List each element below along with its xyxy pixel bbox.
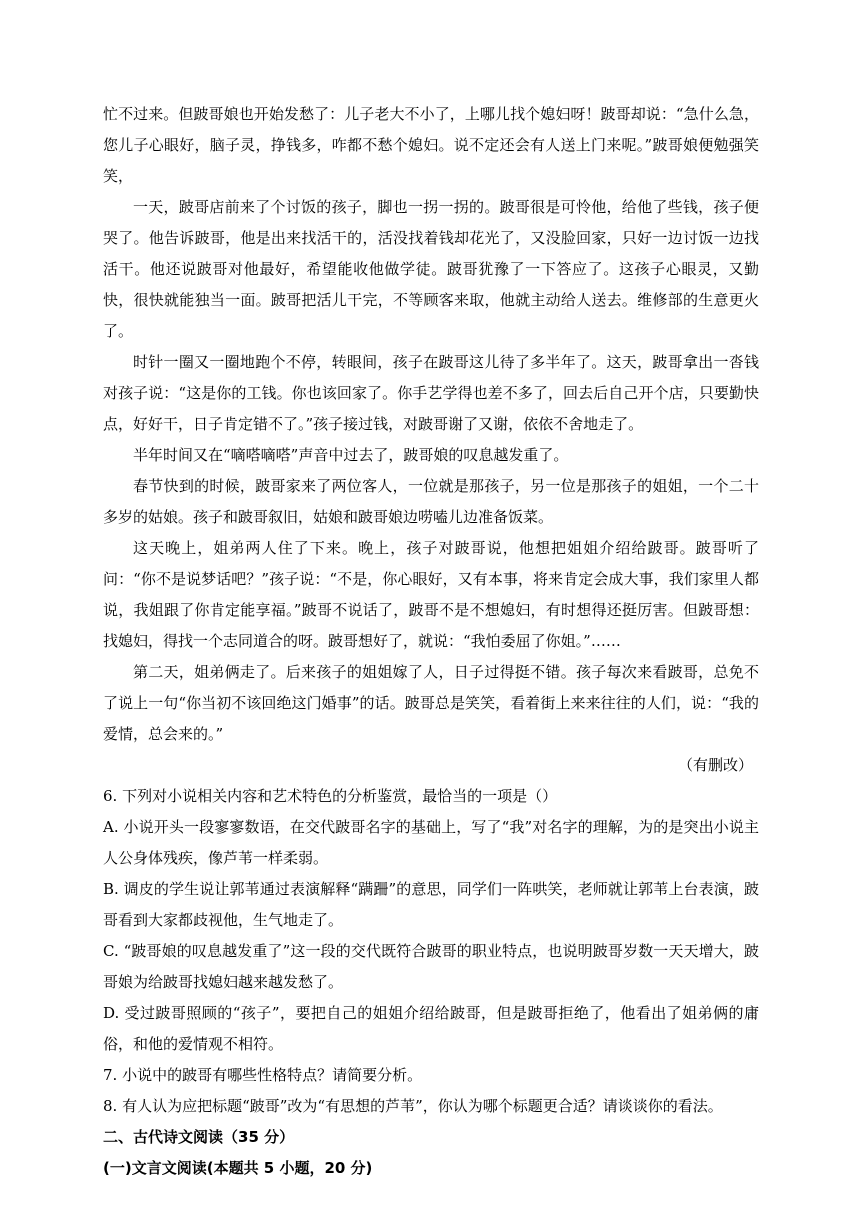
story-paragraph-5: 春节快到的时候，跛哥家来了两位客人，一位就是那孩子，另一位是那孩子的姐姐，一个二十多岁的姑娘。孩子和跛哥叙旧，姑娘和跛哥娘边唠嗑儿边准备饭菜。 bbox=[103, 477, 759, 526]
story-paragraph-6: 这天晚上，姐弟两人住了下来。晚上，孩子对跛哥说，他想把姐姐介绍给跛哥。跛哥听了问：“你不是说梦话吧？”孩子说：“不是，你心眼好，又有本事，将来肯定会成大事，我们家里人都说，我姐跟了你肯定能享福。”跛哥不说话了，跛哥不是不想媳妇，有时想得还挺厉害。但跛哥想：找媳妇，得找一个志同道合的呀。跛哥想好了，就说：“我怕委屈了你姐。”…… bbox=[103, 539, 759, 650]
story-paragraph-3: 时针一圈又一圈地跑个不停，转眼间，孩子在跛哥这儿待了多半年了。这天，跛哥拿出一沓钱对孩子说：“这是你的工钱。你也该回家了。你手艺学得也差不多了，回去后自己开个店，只要勤快点，好好干，日子肯定错不了。”孩子接过钱，对跛哥谢了又谢，依依不舍地走了。 bbox=[103, 353, 759, 433]
question-6-option-c: C. “跛哥娘的叹息越发重了”这一段的交代既符合跛哥的职业特点，也说明跛哥岁数一天天增大，跛哥娘为给跛哥找媳妇越来越发愁了。 bbox=[103, 942, 759, 991]
story-paragraph-4: 半年时间又在“嘀嗒嘀嗒”声音中过去了，跛哥娘的叹息越发重了。 bbox=[133, 446, 569, 464]
story-paragraph-2: 一天，跛哥店前来了个讨饭的孩子，脚也一拐一拐的。跛哥很是可怜他，给他了些钱，孩子便哭了。他告诉跛哥，他是出来找活干的，活没找着钱却花光了，又没脸回家，只好一边讨饭一边找活干。他还说跛哥对他最好，希望能收他做学徒。跛哥犹豫了一下答应了。这孩子心眼灵，又勤快，很快就能独当一面。跛哥把活儿干完，不等顾客来取，他就主动给人送去。维修部的生意更火了。 bbox=[103, 198, 759, 340]
question-7: 7. 小说中的跛哥有哪些性格特点？请简要分析。 bbox=[103, 1066, 423, 1084]
question-6-option-d: D. 受过跛哥照顾的“孩子”，要把自己的姐姐介绍给跛哥，但是跛哥拒绝了，他看出了姐弟俩的庸俗，和他的爱情观不相符。 bbox=[103, 1004, 759, 1053]
question-8: 8. 有人认为应把标题“跛哥”改为“有思想的芦苇”，你认为哪个标题更合适？请谈谈你的看法。 bbox=[103, 1097, 723, 1115]
document-page bbox=[103, 99, 759, 1184]
story-paragraph-7: 第二天，姐弟俩走了。后来孩子的姐姐嫁了人，日子过得挺不错。孩子每次来看跛哥，总免不了说上一句“你当初不该回绝这门婚事”的话。跛哥总是笑笑，看着街上来来往往的人们，说：“我的爱情，总会来的。” bbox=[103, 663, 759, 743]
source-note: （有删改） bbox=[677, 756, 753, 774]
subsection-1-heading: (一)文言文阅读(本题共 5 小题，20 分) bbox=[103, 1159, 373, 1177]
question-6-option-b: B. 调皮的学生说让郭苇通过表演解释“蹒跚”的意思，同学们一阵哄笑，老师就让郭苇上台表演，跛哥看到大家都歧视他，生气地走了。 bbox=[103, 880, 759, 929]
section-2-heading: 二、古代诗文阅读（35 分） bbox=[103, 1128, 295, 1146]
question-6-stem: 6. 下列对小说相关内容和艺术特色的分析鉴赏，最恰当的一项是（） bbox=[103, 787, 558, 805]
story-paragraph-1: 忙不过来。但跛哥娘也开始发愁了：儿子老大不小了，上哪儿找个媳妇呀！跛哥却说：“急什么急，您儿子心眼好，脑子灵，挣钱多，咋都不愁个媳妇。说不定还会有人送上门来呢。”跛哥娘便勉强笑笑， bbox=[103, 105, 759, 185]
question-6-option-a: A. 小说开头一段寥寥数语，在交代跛哥名字的基础上，写了“我”对名字的理解，为的是突出小说主人公身体残疾，像芦苇一样柔弱。 bbox=[103, 818, 759, 867]
